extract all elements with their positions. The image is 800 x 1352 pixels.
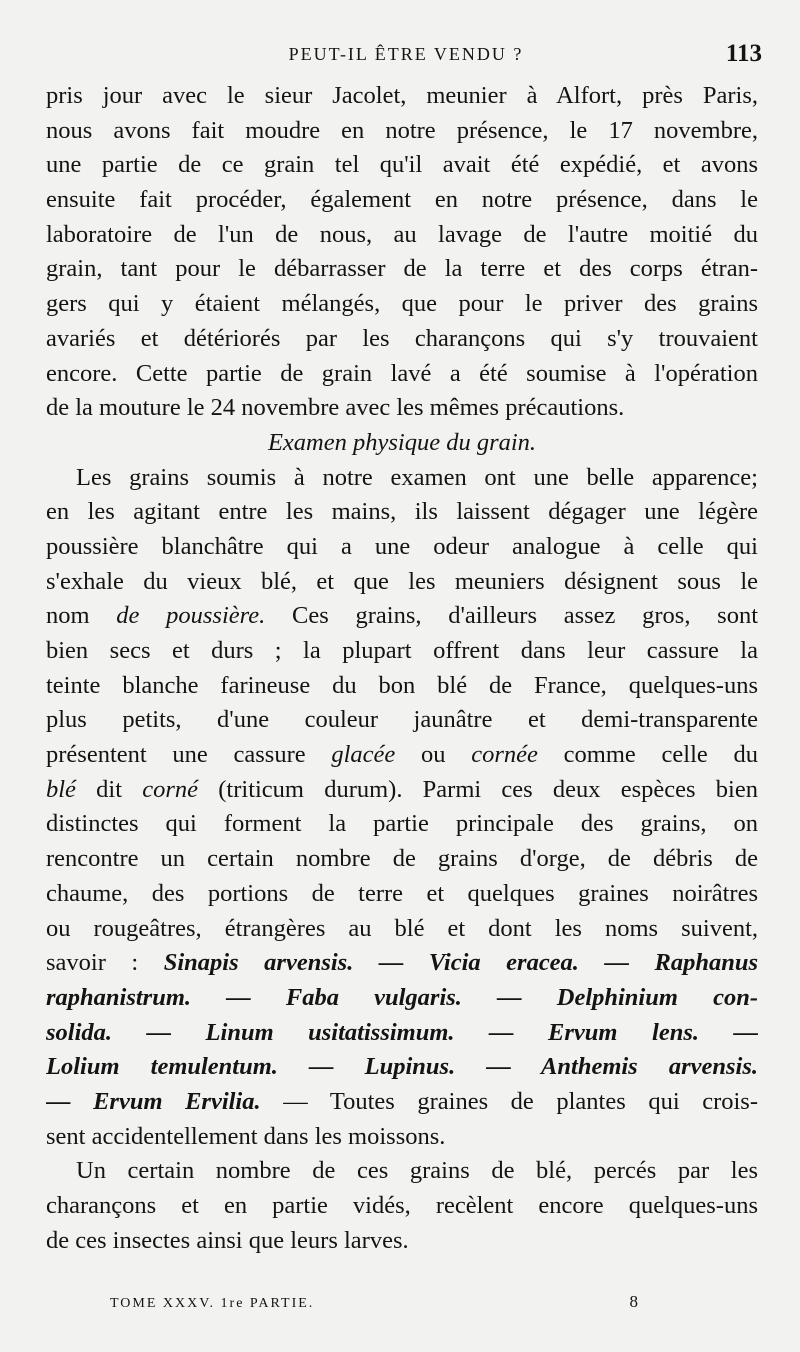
text-line: nous avons fait moudre en notre présence, le 17 novembre, — [46, 116, 758, 144]
text-run: dit — [75, 775, 143, 803]
text-line: teinte blanche farineuse du bon blé de France, quelques-uns — [46, 671, 758, 699]
text-line: chaume, des portions de terre et quelques graines noirâtres — [46, 879, 758, 907]
italic-term: glacée — [331, 741, 396, 769]
page-number: 113 — [725, 40, 762, 67]
text-run: ou — [395, 741, 472, 769]
text-run: — Toutes graines de plantes qui crois- — [260, 1087, 758, 1115]
text-line: poussière blanchâtre qui a une odeur analogue à celle qui — [46, 532, 758, 560]
italic-term: blé — [46, 775, 76, 803]
text-line: grain, tant pour le débarrasser de la terre et des corps étran- — [46, 255, 758, 283]
text-line: plus petits, d'une couleur jaunâtre et demi-transparente — [46, 706, 758, 734]
text-run: présentent une cassure — [46, 741, 332, 769]
page-footer — [110, 1292, 640, 1322]
text-line: sent accidentellement dans les moissons. — [46, 1122, 446, 1150]
signature-mark: TOME XXXV. 1re PARTIE. — [110, 1296, 315, 1311]
text-line: de ces insectes ainsi que leurs larves. — [46, 1226, 409, 1254]
running-head: PEUT-IL ÊTRE VENDU ? — [288, 44, 524, 64]
text-run: savoir : — [46, 949, 164, 977]
species-names: — Ervum Ervilia. — [46, 1087, 261, 1115]
text-run: comme celle du — [537, 741, 758, 769]
text-line: charançons et en partie vidés, recèlent encore quelques-uns — [46, 1192, 758, 1219]
text-line: encore. Cette partie de grain lavé a été soumise à l'opération — [46, 359, 758, 387]
page-header — [46, 36, 766, 70]
italic-term: cornée — [471, 741, 538, 769]
page-body — [46, 79, 758, 1258]
text-line: Les grains soumis à notre examen ont une belle apparence; — [76, 463, 758, 491]
text-line: laboratoire de l'un de nous, au lavage de l'autre moitié du — [46, 220, 758, 248]
text-run: (triticum durum). Parmi ces deux espèces bien — [198, 775, 758, 803]
species-names-line: Lolium temulentum. — Lupinus. — Anthemis arvensis. — [46, 1053, 758, 1081]
text-line: rencontre un certain nombre de grains d'orge, de débris de — [46, 845, 758, 873]
italic-term: de poussière. — [116, 602, 266, 630]
section-heading: Examen physique du grain. — [267, 428, 537, 456]
text-line: Un certain nombre de ces grains de blé, percés par les — [76, 1157, 758, 1185]
text-line — [46, 738, 758, 773]
species-names: Sinapis arvensis. — Vicia eracea. — Raphanus — [163, 949, 758, 977]
text-line: de la mouture le 24 novembre avec les mêmes précautions. — [46, 394, 625, 422]
text-line: gers qui y étaient mélangés, que pour le priver des grains — [46, 290, 758, 318]
species-names-line: solida. — Linum usitatissimum. — Ervum lens. — — [46, 1018, 758, 1046]
text-line: bien secs et durs ; la plupart offrent dans leur cassure la — [46, 637, 758, 664]
text-line — [46, 1085, 758, 1120]
text-line — [46, 599, 758, 634]
text-line: ensuite fait procéder, également en notre présence, dans le — [46, 186, 758, 214]
italic-term: corné — [142, 775, 199, 803]
text-line — [46, 773, 758, 808]
text-line — [46, 946, 758, 981]
text-line: une partie de ce grain tel qu'il avait été expédié, et avons — [46, 151, 758, 179]
text-line: pris jour avec le sieur Jacolet, meunier à Alfort, près Paris, — [46, 82, 758, 109]
text-line: s'exhale du vieux blé, et que les meuniers désignent sous le — [46, 567, 758, 595]
species-names-line: raphanistrum. — Faba vulgaris. — Delphinium con- — [46, 983, 758, 1011]
sheet-number: 8 — [629, 1292, 640, 1311]
text-run: nom — [46, 602, 117, 630]
text-line: ou rougeâtres, étrangères au blé et dont les noms suivent, — [46, 914, 758, 942]
text-line: avariés et détériorés par les charançons qui s'y trouvaient — [46, 324, 758, 352]
text-run: Ces grains, d'ailleurs assez gros, sont — [265, 602, 758, 630]
text-line: distinctes qui forment la partie principale des grains, on — [46, 810, 758, 838]
text-line: en les agitant entre les mains, ils laissent dégager une légère — [46, 498, 758, 526]
